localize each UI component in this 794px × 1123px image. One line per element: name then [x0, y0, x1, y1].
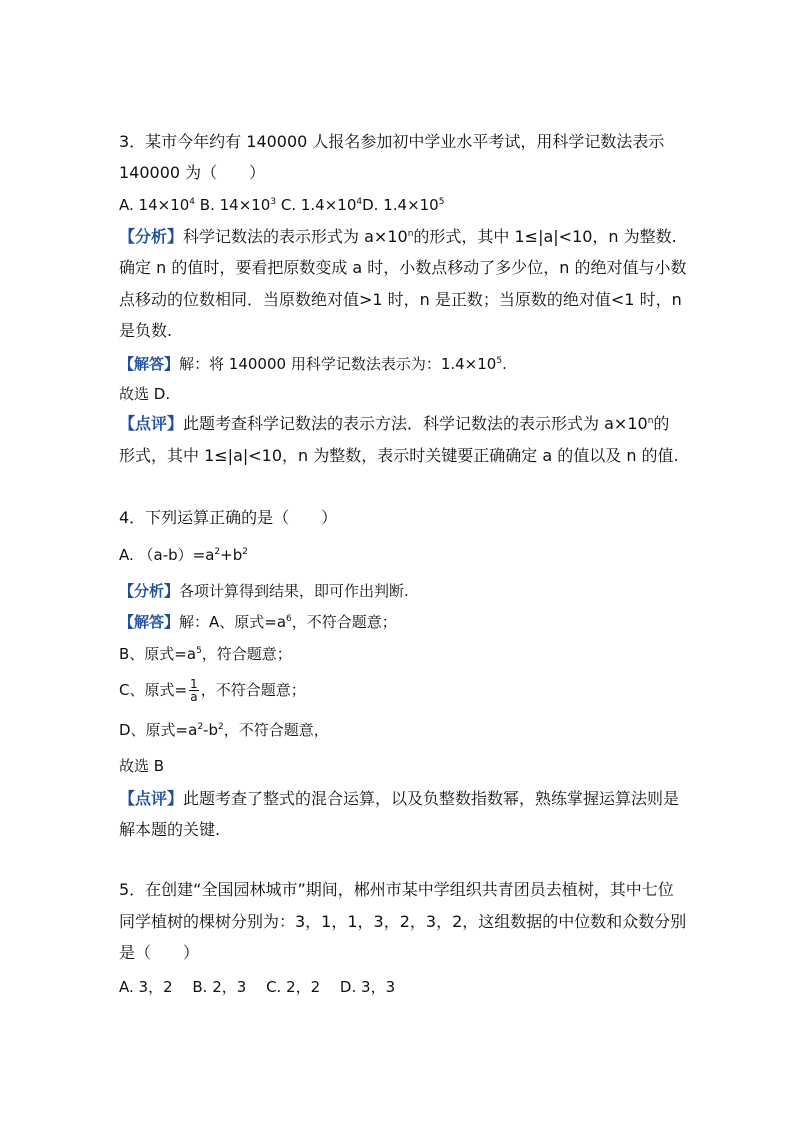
q3-analysis-line4: 是负数. — [119, 321, 173, 340]
q3-options: A. $14\times 10^4$ B. $14\times 10^3$ C. $1.4\times 10^4D$. $1.4\times 10^5$ — [119, 196, 445, 214]
comment-label: 【点评】 — [119, 414, 184, 433]
q5-stem-line3: 是（ ） — [119, 943, 200, 962]
fraction: $\frac{1}{a}$ — [190, 677, 198, 704]
q3-choose: 故选 D. — [119, 385, 171, 403]
q4-answer-c: C、原式= $\frac{1}{a}$ ，不符合题意； — [119, 677, 306, 704]
q3-analysis-line2: 确定 n 的值时，要看把原数变成 a 时，小数点移动了多少位，n 的绝对值与小数 — [119, 258, 687, 277]
comment-label: 【点评】 — [119, 789, 184, 808]
q4-answer-d: D、原式$=a^2-b^2$，不符合题意， — [119, 721, 329, 739]
q3-analysis-line3: 点移动的位数相同．当原数绝对值>1 时，n 是正数；当原数的绝对值<1 时，n — [119, 290, 682, 309]
q3-stem-line1: 3．某市今年约有 140000 人报名参加初中学业水平考试，用科学记数法表示 — [119, 132, 665, 151]
q3-comment-line2: 形式，其中 1≤|a|<10，n 为整数，表示时关键要正确确定 a 的值以及 n 的值. — [119, 446, 679, 465]
analysis-label: 【分析】 — [119, 582, 180, 600]
q3-comment-line1: 【点评】此题考查科学记数法的表示方法．科学记数法的表示形式为 $a\times 10^n$的 — [119, 414, 670, 433]
q4-choose: 故选 B — [119, 757, 165, 775]
q5-options: A. 3，2 B. 2，3 C. 2，2 D. 3，3 — [119, 978, 396, 996]
q3-stem-line2: 140000 为（ ） — [119, 163, 266, 182]
q4-answer-a: 【解答】解：A、原式$=a^6$，不符合题意； — [119, 613, 397, 631]
answer-label: 【解答】 — [119, 355, 180, 373]
q4-comment-line2: 解本题的关键. — [119, 820, 221, 839]
answer-label: 【解答】 — [119, 613, 180, 631]
q4-comment-line1: 【点评】此题考查了整式的混合运算，以及负整数指数幂，熟练掌握运算法则是 — [119, 789, 680, 808]
q4-analysis: 【分析】各项计算得到结果，即可作出判断. — [119, 582, 409, 600]
q3-answer: 【解答】解：将 140000 用科学记数法表示为：$1.4\times 10^5$. — [119, 355, 507, 373]
q4-stem: 4．下列运算正确的是（ ） — [119, 508, 338, 527]
q3-analysis-line1: 【分析】科学记数法的表示形式为 $a\times 10^n$的形式，其中 1≤|a|<10，n 为整数. — [119, 227, 677, 246]
q4-answer-b: B、原式$=a^5$，符合题意； — [119, 645, 292, 663]
q4-option-a: A. $(a-b)=a^2+b^2$ — [119, 546, 248, 564]
q5-stem-line1: 5．在创建“全国园林城市”期间，郴州市某中学组织共青团员去植树，其中七位 — [119, 880, 674, 899]
q5-stem-line2: 同学植树的棵树分别为：3，1，1，3，2，3，2，这组数据的中位数和众数分别 — [119, 912, 687, 931]
analysis-label: 【分析】 — [119, 227, 184, 246]
